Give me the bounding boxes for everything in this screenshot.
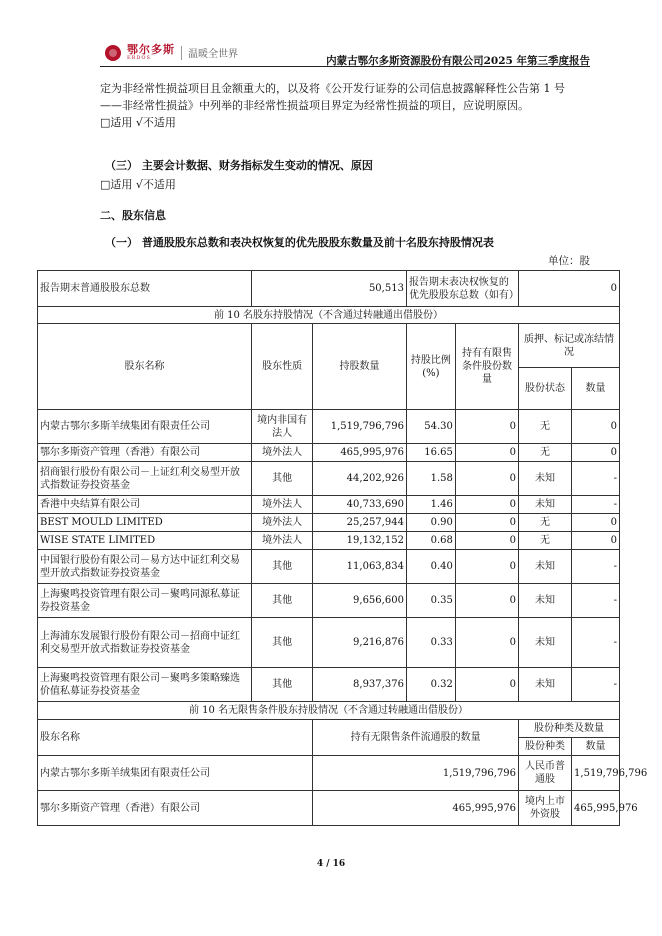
- u-col-held-header: 持有无限售条件流通股的数量: [313, 720, 519, 756]
- shares-held: 25,257,944: [313, 514, 407, 532]
- logo-separator: [181, 46, 182, 60]
- col-nature-header: 股东性质: [252, 324, 313, 410]
- shares-held: 11,063,834: [313, 550, 407, 584]
- summary-row: [38, 271, 620, 307]
- pledge-status: 未知: [519, 618, 572, 668]
- restricted-shares: 0: [455, 496, 518, 514]
- shareholder-nature: 其他: [252, 462, 313, 496]
- logo-name: 鄂尔多斯: [127, 43, 175, 56]
- u-share-kind: 境内上市外资股: [519, 791, 572, 826]
- pledge-status: 未知: [519, 462, 572, 496]
- shareholder-name: 上海聚鸣投资管理有限公司－聚鸣多策略臻选价值私募证券投资基金: [38, 668, 252, 702]
- shares-held: 9,216,876: [313, 618, 407, 668]
- pledge-qty: 0: [572, 532, 620, 550]
- holding-ratio: 0.35: [406, 584, 455, 618]
- pledge-qty: -: [572, 462, 620, 496]
- shares-held: 19,132,152: [313, 532, 407, 550]
- col-qty-header: 数量: [572, 368, 620, 410]
- intro-line-1: 定为非经常性损益项目且金额重大的，以及将《公开发行证券的公司信息披露解释性公告第 1 号: [100, 82, 565, 95]
- shareholder-name: WISE STATE LIMITED: [38, 532, 252, 550]
- table-row: [38, 514, 620, 532]
- restricted-shares: 0: [455, 550, 518, 584]
- shareholder-nature: 境外法人: [252, 444, 313, 462]
- shareholder-nature: 境外法人: [252, 532, 313, 550]
- shareholder-nature: 境外法人: [252, 496, 313, 514]
- pledge-status: 无: [519, 444, 572, 462]
- shareholder-nature: 其他: [252, 550, 313, 584]
- pref-holders-value: 0: [519, 271, 620, 307]
- pledge-status: 未知: [519, 584, 572, 618]
- pledge-status: 未知: [519, 550, 572, 584]
- pledge-status: 无: [519, 410, 572, 444]
- top10-body: [38, 410, 620, 702]
- restricted-shares: 0: [455, 514, 518, 532]
- table-row: [38, 756, 620, 791]
- table-row: [38, 618, 620, 668]
- pledge-qty: 0: [572, 444, 620, 462]
- u-shareholder-name: 鄂尔多斯资产管理（香港）有限公司: [38, 791, 313, 826]
- shareholder-nature: 境内非国有法人: [252, 410, 313, 444]
- section-two-subtitle: （一） 普通股股东总数和表决权恢复的优先股股东数量及前十名股东持股情况表: [105, 236, 494, 249]
- holding-ratio: 1.58: [406, 462, 455, 496]
- u-col-kind-header: 股份种类: [519, 738, 572, 756]
- shares-held: 465,995,976: [313, 444, 407, 462]
- pledge-qty: -: [572, 618, 620, 668]
- table-row: [38, 532, 620, 550]
- pledge-qty: 0: [572, 410, 620, 444]
- table-row: [38, 496, 620, 514]
- u-shareholder-name: 内蒙古鄂尔多斯羊绒集团有限责任公司: [38, 756, 313, 791]
- u-col-name-header: 股东名称: [38, 720, 313, 756]
- section-3-option: □适用 √不适用: [100, 178, 176, 191]
- pledge-status: 无: [519, 532, 572, 550]
- restricted-shares: 0: [455, 462, 518, 496]
- shares-held: 8,937,376: [313, 668, 407, 702]
- shareholder-name: 内蒙古鄂尔多斯羊绒集团有限责任公司: [38, 410, 252, 444]
- shares-held: 1,519,796,796: [313, 410, 407, 444]
- restricted-shares: 0: [455, 584, 518, 618]
- logo-text: [127, 44, 175, 61]
- total-holders-value: 50,513: [252, 271, 407, 307]
- unrestricted-body: [38, 756, 648, 826]
- unrestricted-caption-row: [38, 702, 620, 720]
- shareholder-nature: 其他: [252, 618, 313, 668]
- holding-ratio: 54.30: [406, 410, 455, 444]
- pledge-qty: -: [572, 584, 620, 618]
- holding-ratio: 0.90: [406, 514, 455, 532]
- u-col-kind-group-header: 股份种类及数量: [519, 720, 620, 738]
- holding-ratio: 0.68: [406, 532, 455, 550]
- unit-label: 单位：股: [548, 255, 590, 267]
- restricted-shares: 0: [455, 618, 518, 668]
- logo-sub: ERDOS: [127, 55, 151, 61]
- intro-option: □适用 √不适用: [100, 116, 176, 129]
- section-two-title: 二、股东信息: [100, 209, 166, 222]
- table-row: [38, 791, 620, 826]
- shareholder-name: 上海浦东发展银行股份有限公司－招商中证红利交易型开放式指数证券投资基金: [38, 618, 252, 668]
- holding-ratio: 0.32: [406, 668, 455, 702]
- shares-held: 44,202,926: [313, 462, 407, 496]
- report-title: 内蒙古鄂尔多斯资源股份有限公司2025 年第三季度报告: [326, 55, 590, 67]
- pledge-qty: -: [572, 496, 620, 514]
- pref-holders-label: 报告期末表决权恢复的优先股股东总数（如有）: [406, 271, 518, 307]
- shareholder-name: 鄂尔多斯资产管理（香港）有限公司: [38, 444, 252, 462]
- restricted-shares: 0: [455, 444, 518, 462]
- col-name-header: 股东名称: [38, 324, 252, 410]
- pledge-qty: 0: [572, 514, 620, 532]
- shares-held: 40,733,690: [313, 496, 407, 514]
- unrestricted-header-row: [38, 720, 620, 738]
- shareholder-nature: 其他: [252, 668, 313, 702]
- unrestricted-caption: 前 10 名无限售条件股东持股情况（不含通过转融通出借股份）: [38, 702, 620, 720]
- holding-ratio: 0.40: [406, 550, 455, 584]
- holding-ratio: 1.46: [406, 496, 455, 514]
- pledge-status: 未知: [519, 496, 572, 514]
- col-ratio-header: 持股比例(%): [406, 324, 455, 410]
- intro-line-2: ——非经常性损益》中列举的非经常性损益项目界定为经常性损益的项目，应说明原因。: [100, 99, 529, 112]
- pledge-status: 无: [519, 514, 572, 532]
- section-3-title: （三） 主要会计数据、财务指标发生变动的情况、原因: [105, 159, 373, 172]
- shareholder-nature: 其他: [252, 584, 313, 618]
- top10-caption-row: [38, 307, 620, 324]
- restricted-shares: 0: [455, 532, 518, 550]
- table-row: [38, 462, 620, 496]
- shareholders-table: [37, 270, 648, 826]
- shareholder-name: 中国银行股份有限公司－易方达中证红利交易型开放式指数证券投资基金: [38, 550, 252, 584]
- table-row: [38, 410, 620, 444]
- pledge-qty: -: [572, 668, 620, 702]
- col-status-header: 股份状态: [519, 368, 572, 410]
- restricted-shares: 0: [455, 410, 518, 444]
- top10-caption: 前 10 名股东持股情况（不含通过转融通出借股份）: [38, 307, 620, 324]
- table-row: [38, 584, 620, 618]
- holding-ratio: 16.65: [406, 444, 455, 462]
- shareholder-nature: 境外法人: [252, 514, 313, 532]
- shareholder-name: BEST MOULD LIMITED: [38, 514, 252, 532]
- shareholder-name: 上海聚鸣投资管理有限公司－聚鸣同源私募证券投资基金: [38, 584, 252, 618]
- col-restricted-header: 持有有限售条件股份数量: [455, 324, 518, 410]
- logo-slogan: 温暖全世界: [188, 49, 238, 60]
- table-row: [38, 550, 620, 584]
- page-number: 4 / 16: [316, 859, 346, 869]
- table-row: [38, 668, 620, 702]
- pledge-status: 未知: [519, 668, 572, 702]
- u-share-kind: 人民币普通股: [519, 756, 572, 791]
- holding-ratio: 0.33: [406, 618, 455, 668]
- u-held-qty: 465,995,976: [313, 791, 519, 826]
- company-logo: [105, 44, 238, 61]
- shareholder-name: 招商银行股份有限公司－上证红利交易型开放式指数证券投资基金: [38, 462, 252, 496]
- header-divider: [100, 66, 590, 67]
- col-shares-header: 持股数量: [313, 324, 407, 410]
- u-share-qty: 465,995,976: [572, 791, 620, 826]
- u-held-qty: 1,519,796,796: [313, 756, 519, 791]
- intro-paragraph: [100, 80, 600, 131]
- restricted-shares: 0: [455, 668, 518, 702]
- col-pledge-header: 质押、标记或冻结情况: [519, 324, 620, 368]
- u-col-qty-header: 数量: [572, 738, 620, 756]
- u-share-qty: 1,519,796,796: [572, 756, 620, 791]
- table-row: [38, 444, 620, 462]
- logo-emblem-icon: [105, 45, 121, 61]
- total-holders-label: 报告期末普通股股东总数: [38, 271, 252, 307]
- shareholder-name: 香港中央结算有限公司: [38, 496, 252, 514]
- pledge-qty: -: [572, 550, 620, 584]
- shares-held: 9,656,600: [313, 584, 407, 618]
- top10-header-row: [38, 324, 620, 368]
